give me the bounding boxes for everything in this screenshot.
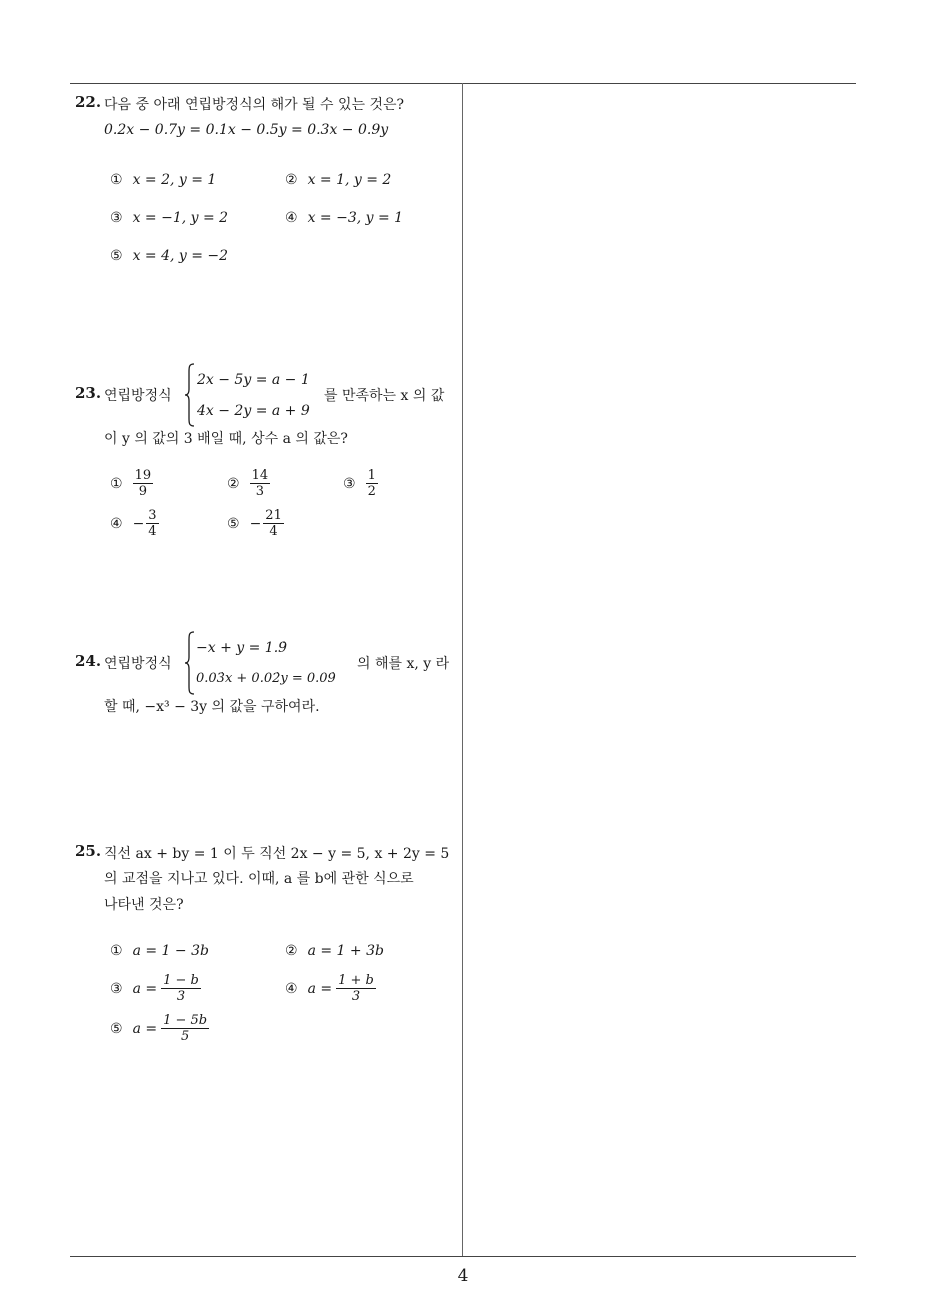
- choice-mark: ①: [110, 475, 123, 492]
- question-number: 23.: [75, 384, 102, 402]
- choice-sign: −: [249, 515, 262, 532]
- column-divider: [462, 83, 463, 1256]
- choice-mark: ④: [110, 515, 123, 532]
- fraction-numerator: 1: [367, 468, 376, 483]
- fraction: [336, 973, 376, 1004]
- choice-text: x = −3, y = 1: [307, 210, 404, 226]
- choice-mark: ④: [285, 980, 298, 997]
- system-eq-1: 2x − 5y = a − 1: [197, 372, 310, 388]
- choice-mark: ⑤: [110, 248, 123, 264]
- choice-1[interactable]: [110, 172, 216, 188]
- fraction-denominator: 4: [269, 524, 278, 539]
- fraction-numerator: 1 − 5b: [163, 1013, 208, 1028]
- system-eq-2: 4x − 2y = a + 9: [197, 403, 310, 419]
- fraction: [161, 1013, 209, 1044]
- fraction: [263, 508, 284, 539]
- fraction-numerator: 21: [265, 508, 282, 523]
- fraction-denominator: 5: [180, 1029, 190, 1044]
- brace-icon: [184, 630, 196, 696]
- choice-5[interactable]: [110, 248, 228, 264]
- choice-mark: ②: [285, 943, 298, 959]
- choice-3[interactable]: [110, 973, 201, 1004]
- choice-text: a = 1 + 3b: [307, 943, 384, 959]
- question-number: 22.: [75, 93, 102, 111]
- top-rule: [70, 83, 856, 84]
- fraction-denominator: 9: [138, 484, 147, 499]
- equation-system: [184, 630, 349, 696]
- fraction-denominator: 3: [176, 989, 186, 1004]
- choice-text: a = 1 − 3b: [132, 943, 209, 959]
- choice-mark: ①: [110, 943, 123, 959]
- question-lead: 연립방정식: [104, 388, 172, 404]
- choice-mark: ③: [110, 980, 123, 997]
- question-tail: 의 해를 x, y 라: [357, 656, 450, 672]
- choice-lhs: a =: [132, 980, 158, 997]
- bottom-rule: [70, 1256, 856, 1257]
- question-line-1: 직선 ax + by = 1 이 두 직선 2x − y = 5, x + 2y = 5: [104, 846, 450, 862]
- choice-lhs: a =: [307, 980, 333, 997]
- choice-1[interactable]: [110, 468, 153, 499]
- choice-sign: −: [132, 515, 145, 532]
- equation-system: [184, 362, 314, 428]
- choice-text: x = 2, y = 1: [132, 172, 217, 188]
- fraction-denominator: 2: [367, 484, 376, 499]
- choice-5[interactable]: [110, 1013, 209, 1044]
- fraction-numerator: 1 + b: [338, 973, 374, 988]
- question-prompt: 다음 중 아래 연립방정식의 해가 될 수 있는 것은?: [104, 97, 405, 113]
- choice-text: x = 1, y = 2: [307, 172, 392, 188]
- choice-3[interactable]: [343, 468, 378, 499]
- choice-4[interactable]: [110, 508, 159, 539]
- question-line-2: 이 y 의 값의 3 배일 때, 상수 a 의 값은?: [104, 431, 348, 447]
- fraction-numerator: 19: [134, 468, 152, 483]
- choice-mark: ②: [285, 172, 298, 188]
- question-line-2: 의 교점을 지나고 있다. 이때, a 를 b에 관한 식으로: [104, 871, 414, 887]
- question-line-2: 할 때, −x³ − 3y 의 값을 구하여라.: [104, 699, 320, 715]
- brace-icon: [184, 362, 196, 428]
- fraction: [133, 468, 154, 499]
- choice-4[interactable]: [285, 973, 376, 1004]
- system-eq-2: 0.03̇x + 0.02̇y = 0.09̇: [196, 671, 336, 686]
- choice-mark: ③: [110, 210, 123, 226]
- question-line-3: 나타낸 것은?: [104, 897, 184, 913]
- system-eq-1: −x + y = 1.9̇: [196, 640, 288, 656]
- choice-lhs: a =: [132, 1020, 158, 1037]
- fraction-numerator: 1 − b: [163, 973, 199, 988]
- choice-2[interactable]: [285, 172, 391, 188]
- choice-mark: ②: [227, 475, 240, 492]
- question-lead: 연립방정식: [104, 656, 172, 672]
- choice-2[interactable]: [227, 468, 270, 499]
- choice-mark: ⑤: [227, 515, 240, 532]
- fraction-denominator: 4: [148, 524, 157, 539]
- choice-mark: ③: [343, 475, 356, 492]
- choice-1[interactable]: [110, 943, 209, 959]
- choice-mark: ④: [285, 210, 298, 226]
- choice-5[interactable]: [227, 508, 284, 539]
- choice-4[interactable]: [285, 210, 403, 226]
- question-tail: 를 만족하는 x 의 값: [324, 388, 445, 404]
- fraction: [146, 508, 158, 539]
- choice-text: x = −1, y = 2: [132, 210, 229, 226]
- choice-mark: ①: [110, 172, 123, 188]
- fraction-numerator: 14: [251, 468, 269, 483]
- fraction: [161, 973, 201, 1004]
- choice-3[interactable]: [110, 210, 228, 226]
- fraction-denominator: 3: [351, 989, 361, 1004]
- choice-text: x = 4, y = −2: [132, 248, 229, 264]
- fraction: [250, 468, 271, 499]
- choice-mark: ⑤: [110, 1020, 123, 1037]
- fraction-numerator: 3: [148, 508, 157, 523]
- fraction-denominator: 3: [255, 484, 264, 499]
- question-equation: 0.2x − 0.7y = 0.1x − 0.5y = 0.3x − 0.9y: [104, 122, 389, 138]
- fraction: [366, 468, 378, 499]
- choice-2[interactable]: [285, 943, 384, 959]
- question-number: 24.: [75, 652, 102, 670]
- page-number: 4: [457, 1266, 469, 1286]
- question-number: 25.: [75, 842, 102, 860]
